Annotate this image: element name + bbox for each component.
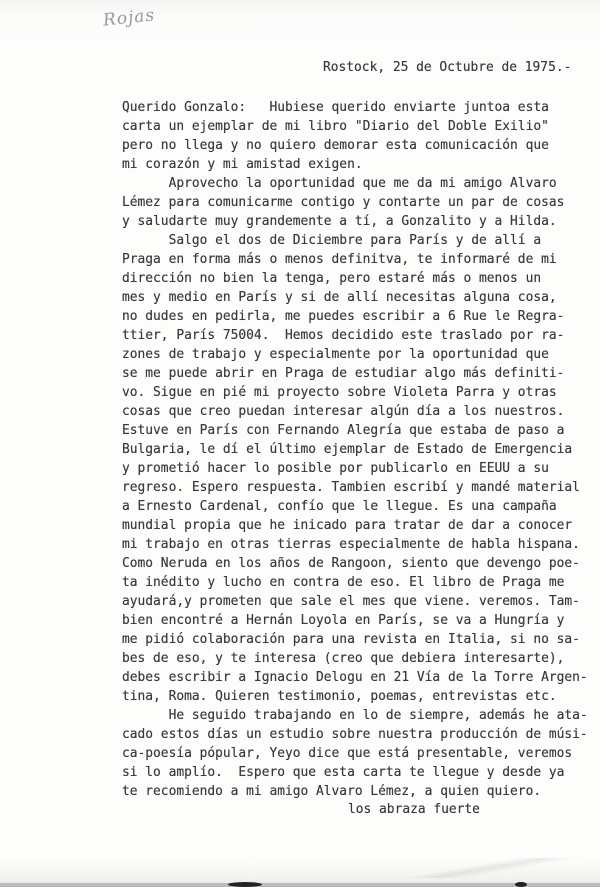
letter-line: Praga en forma más o menos definitva, te informaré de mi bbox=[122, 252, 557, 267]
letter-line: ayudará,y prometen que sale el mes que viene. veremos. Tam- bbox=[122, 594, 580, 609]
letter-line: Como Neruda en los años de Rangoon, siento que devengo poe- bbox=[122, 556, 580, 571]
letter-line: ta inédito y lucho en contra de eso. El libro de Praga me bbox=[122, 575, 565, 590]
letter-line: bes de eso, y te interesa (creo que debiera interesarte), bbox=[122, 651, 565, 666]
letter-line: vo. Sigue en pié mi proyecto sobre Violeta Parra y otras bbox=[122, 385, 557, 400]
letter-line: Lémez para comunicarme contigo y contarte un par de cosas bbox=[122, 195, 565, 210]
letter-line: tina, Roma. Quieren testimonio, poemas, entrevistas etc. bbox=[122, 689, 557, 704]
letter-line: no dudes en pedirla, me puedes escribir a 6 Rue le Regra- bbox=[122, 309, 565, 324]
letter-line: a Ernesto Cardenal, confío que le llegue. Es una campaña bbox=[122, 499, 557, 514]
letter-line: dirección no bien la tenga, pero estaré más o menos un bbox=[122, 271, 542, 286]
letter-line: se me puede abrir en Praga de estudiar algo más definiti- bbox=[122, 366, 565, 381]
letter-line: Bulgaria, le dí el último ejemplar de Estado de Emergencia bbox=[122, 442, 573, 457]
handwritten-note: Rojas bbox=[102, 5, 157, 31]
letter-line: Salgo el dos de Diciembre para París y de allí a bbox=[122, 233, 542, 248]
letter-line: Aprovecho la oportunidad que me da mi amigo Alvaro bbox=[122, 176, 557, 191]
letter-line: mundial propia que he inicado para tratar de dar a conocer bbox=[122, 518, 573, 533]
letter-body bbox=[122, 98, 588, 801]
letter-line: pero no llega y no quiero demorar esta comunicación que bbox=[122, 138, 549, 153]
letter-line: ca-poesía pópular, Yeyo dice que está presentable, veremos bbox=[122, 746, 573, 761]
letter-line: ttier, París 75004. Hemos decidido este traslado por ra- bbox=[122, 328, 565, 343]
letter-line: zones de trabajo y especialmente por la oportunidad que bbox=[122, 347, 549, 362]
letter-line: mes y medio en París y si de allí necesitas alguna cosa, bbox=[122, 290, 557, 305]
closing-line: los abraza fuerte bbox=[348, 802, 480, 817]
date-line: Rostock, 25 de Octubre de 1975.- bbox=[323, 60, 572, 75]
letter-line: si lo amplío. Espero que esta carta te llegue y desde ya bbox=[122, 765, 565, 780]
letter-line: Estuve en París con Fernando Alegría que estaba de paso a bbox=[122, 423, 565, 438]
letter-line: carta un ejemplar de mi libro "Diario del Doble Exilio" bbox=[122, 119, 549, 134]
scan-smudge bbox=[228, 882, 262, 887]
letter-line: y prometió hacer lo posible por publicarlo en EEUU a su bbox=[122, 461, 549, 476]
paper-fold-shadow bbox=[380, 858, 600, 878]
scan-bottom-edge bbox=[0, 883, 600, 887]
letter-line: y saludarte muy grandemente a tí, a Gonzalito y a Hilda. bbox=[122, 214, 557, 229]
letter-line: Querido Gonzalo: Hubiese querido enviarte juntoa esta bbox=[122, 100, 549, 115]
letter-line: regreso. Espero respuesta. Tambien escribí y mandé material bbox=[122, 480, 580, 495]
letter-line: debes escribir a Ignacio Delogu en 21 Vía de la Torre Argen- bbox=[122, 670, 588, 685]
letter-line: me pidió colaboración para una revista en Italia, si no sa- bbox=[122, 632, 580, 647]
letter-line: bien encontré a Hernán Loyola en París, se va a Hungría y bbox=[122, 613, 565, 628]
scan-smudge bbox=[515, 882, 527, 887]
letter-line: He seguido trabajando en lo de siempre, además he ata- bbox=[122, 708, 588, 723]
letter-line: cado estos días un estudio sobre nuestra producción de músi- bbox=[122, 727, 588, 742]
letter-line: cosas que creo puedan interesar algún día a los nuestros. bbox=[122, 404, 565, 419]
letter-line: mi corazón y mi amistad exigen. bbox=[122, 157, 363, 172]
letter-line: te recomiendo a mi amigo Alvaro Lémez, a quien quiero. bbox=[122, 784, 542, 799]
letter-line: mi trabajo en otras tierras especialmente de habla hispana. bbox=[122, 537, 580, 552]
